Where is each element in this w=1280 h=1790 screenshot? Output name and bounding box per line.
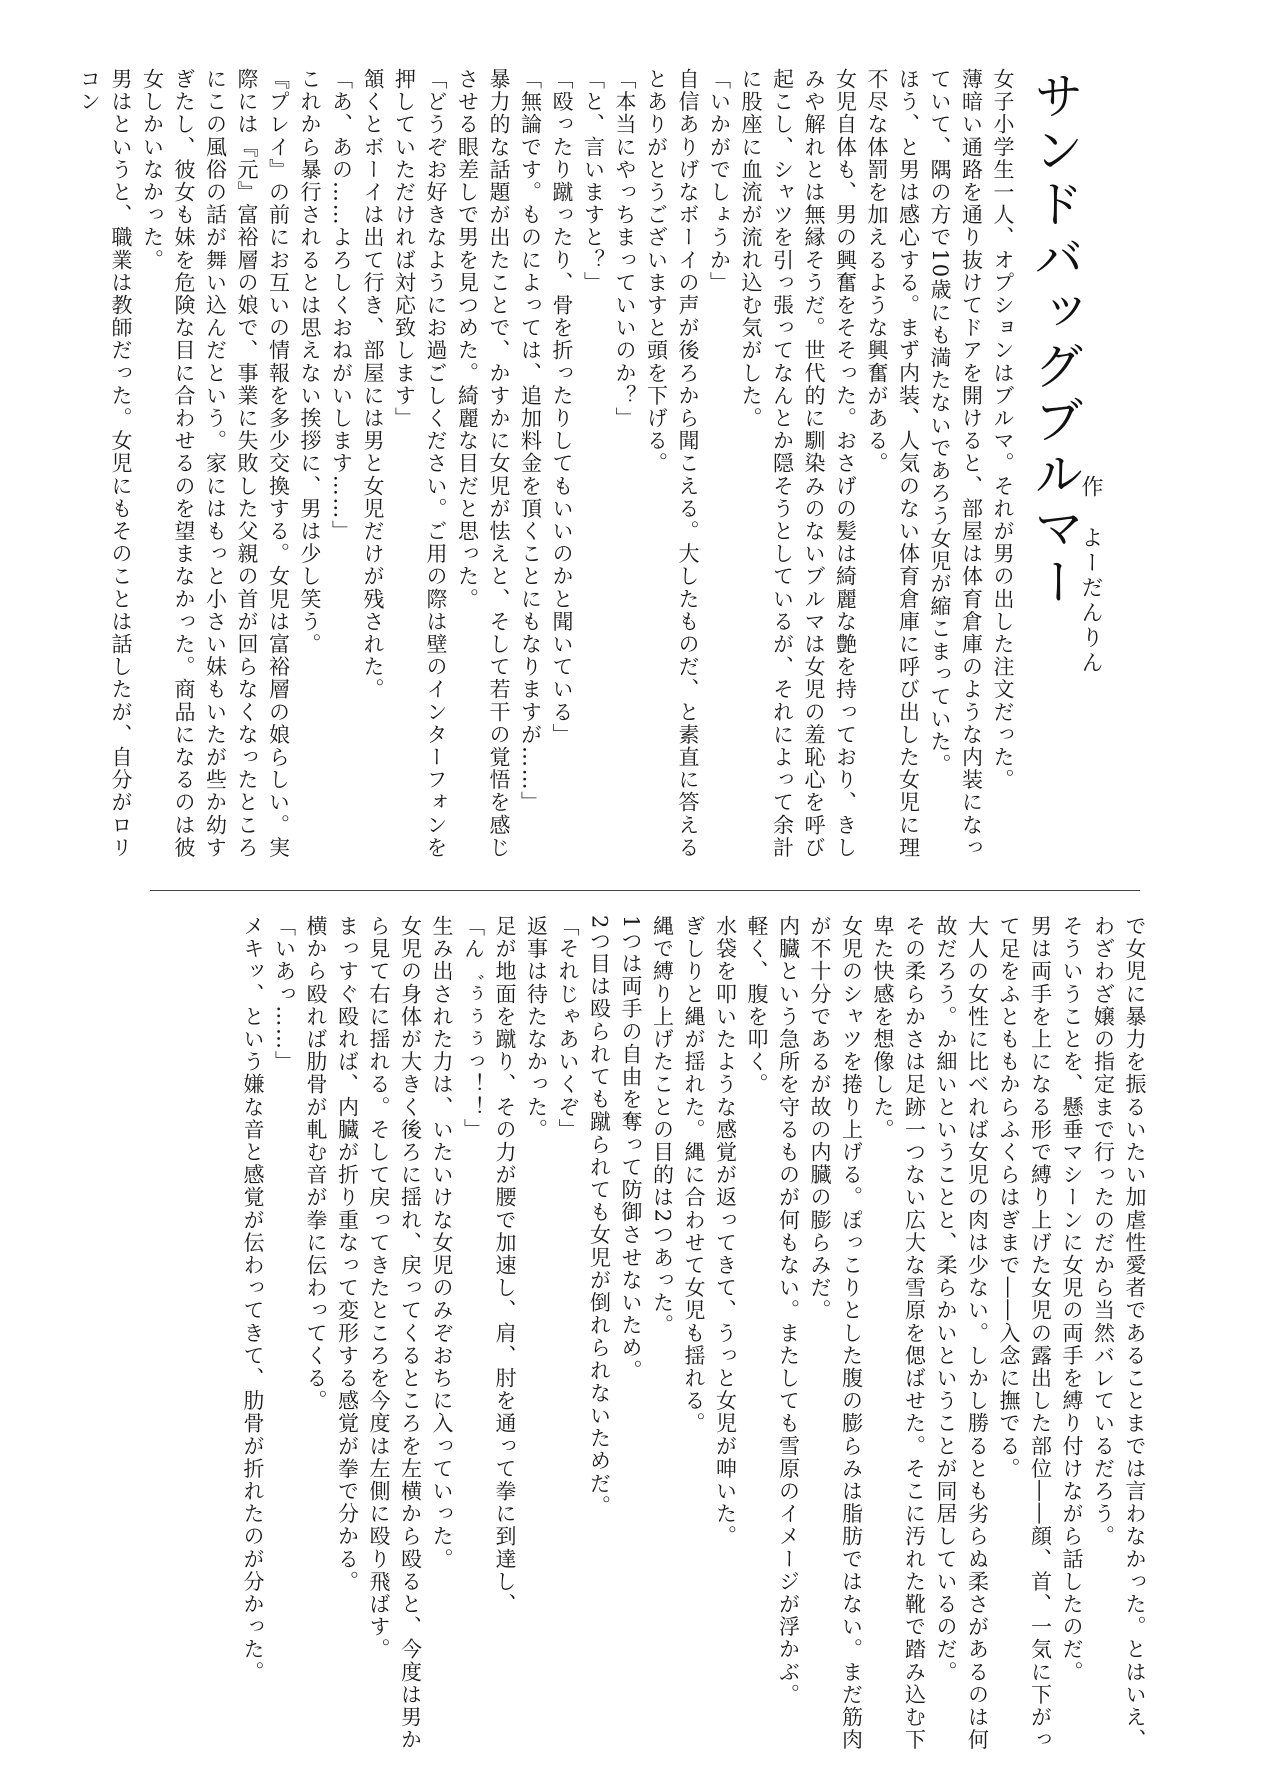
paragraph: ほう、と男は感心する。まず内装、人気のない体育倉庫に呼び出した女児に理不尽な体罰を加えるような興奮がある。 <box>865 68 921 859</box>
paragraph: 1つは両手の自由を奪って防御させないため。 <box>619 915 643 1382</box>
paragraph: 「いかがでしょうか」 <box>707 68 732 294</box>
paragraph: 生み出された力は、いたいけな女児のみぞおちに入っていった。 <box>430 915 454 1571</box>
paragraph: 女児自体も、男の興奮をそそった。おさげの髪は綺麗な艶を持っており、きしみや解れとは無縁そうだ。世代的に馴染みのないブルマは女児の羞恥心を呼び起こし、シャツを引っ張ってなんとか隠そうとしているが、それによって余計に股座に血流が流れ込む気がした。 <box>739 68 858 859</box>
paragraph: これから暴行されるとは思えない挨拶に、男は少し笑う。 <box>298 68 322 656</box>
paragraph: 「あ、あの……よろしくおねがいします……」 <box>329 68 354 543</box>
paragraph: 女児の身体が大きく後ろに揺れ、戻ってくるところを左横から殴ると、今度は男から見て右に揺れる。そして戻ってきたところを今度は左側に殴り飛ばす。 <box>367 915 423 1752</box>
paragraph: 「本当にやっちまっていいのか？」 <box>613 68 637 430</box>
paragraph: 水袋を叩いたような感覚が返ってきて、うっと女児が呻いた。 <box>713 915 738 1548</box>
paragraph: 「ん゛ぅぅぅっ！！」 <box>461 915 486 1141</box>
author-credit <box>1078 475 1102 676</box>
paragraph: その柔らかさは足跡一つない広大な雪原を偲ばせた。そこに汚れた靴で踏み込む下卑た快感を想像した。 <box>871 915 927 1752</box>
paragraph: 大人の女性に比べれば女児の肉は少ない。しかし勝るとも劣らぬ柔さがあるのは何故だろう。か細いということと、柔らかいということが同居しているのだ。 <box>934 915 990 1752</box>
paragraph: 「殴ったり蹴ったり、骨を折ったりしてもいいのかと聞いている」 <box>550 68 574 746</box>
story-title: サンドバッグブルマー <box>1026 70 1084 610</box>
paragraph: ぎしりと縄が揺れた。縄に合わせて女児も揺れる。 <box>682 915 706 1435</box>
paragraph: 薄暗い通路を通り抜けてドアを開けると、部屋は体育倉庫のような内装になっていて、隅の方で10歳にも満たないであろう女児が縮こまっていた。 <box>928 68 984 859</box>
paragraph: 足が地面を蹴り、その力が腰で加速し、肩、肘を通って拳に到達し、 <box>493 915 517 1616</box>
paragraph: 横から殴れば肋骨が軋む音が拳に伝わってくる。 <box>304 915 328 1413</box>
paragraph: まっすぐ殴れば、内臓が折り重なって変形する感覚が拳で分かる。 <box>335 915 360 1593</box>
paragraph: 『プレイ』の前にお互いの情報を多少交換する。女児は富裕層の娘らしい。実際には『元』富裕層の娘で、事業に失敗した父親の首が回らなくなったところにこの風俗の話が舞い込んだという。家にはもっと小さい妹もいたが些か幼すぎたし、彼女も妹を危険な目に合わせるのを望まなかった。商品になるのは彼女しかいなかった。 <box>140 68 291 859</box>
lower-text-block <box>20 915 1150 1755</box>
paragraph: 内臓という急所を守るものが何もない。またしても雪原のイメージが浮かぶ。 <box>776 915 801 1706</box>
paragraph: 「と、言いますと？」 <box>581 68 606 294</box>
paragraph: 「いあっ……」 <box>272 915 297 1074</box>
paragraph: 「どうぞお好きなようにお過ごしください。ご用の際は壁のインターフォンを押していただければ対応致します」 <box>392 68 448 859</box>
paragraph: 2つ目は殴られても蹴られても女児が倒れられないためだ。 <box>587 915 612 1518</box>
paragraph: 「それじゃあいくぞ」 <box>556 915 580 1141</box>
paragraph: で女児に暴力を振るいたい加虐性愛者であることまでは言わなかった。とはいえ、わざわざ嬢の指定まで行ったのだから当然バレているだろう。 <box>1091 915 1147 1752</box>
paragraph: 軽く、腹を叩く。 <box>745 915 769 1096</box>
paragraph: 自信ありげなボーイの声が後ろから聞こえる。大したものだ、と素直に答えるとありがとうございますと頭を下げる。 <box>644 68 700 859</box>
paragraph: 頷くとボーイは出て行き、部屋には男と女児だけが残された。 <box>361 68 385 701</box>
paragraph: 返事は待たなかった。 <box>524 915 549 1141</box>
paragraph: 女子小学生一人、オプションはブルマ。それが男の出した注文だった。 <box>991 68 1015 792</box>
author-prefix: 作 <box>1078 475 1103 500</box>
paragraph: 男は両手を上になる形で縛り上げた女児の露出した部位――顔、首、一気に下がって足をふとももからふくらはぎまで――入念に撫でる。 <box>997 915 1053 1752</box>
author-name: よーだんりん <box>1078 526 1103 676</box>
paragraph: 女児のシャツを捲り上げる。ぽっこりとした腹の膨らみは脂肪ではない。まだ筋肉が不十分であるが故の内臓の膨らみだ。 <box>808 915 864 1752</box>
paragraph: 「無論です。ものによっては、追加料金を頂くことにもなりますが……」 <box>518 68 543 814</box>
paragraph: そういうことを、懸垂マシーンに女児の両手を縛り付けながら話したのだ。 <box>1060 915 1084 1684</box>
upper-text-block <box>8 68 1018 868</box>
paragraph: 縄で縛り上げたことの目的は2つあった。 <box>650 915 675 1337</box>
paragraph: メキッ、という嫌な音と感覚が伝わってきて、肋骨が折れたのが分かった。 <box>241 915 265 1684</box>
paragraph: 男はというと、職業は教師だった。女児にもそのことは話したが、自分がロリコン <box>77 68 133 859</box>
paragraph: 暴力的な話題が出たことで、かすかに女児が怯えと、そして若干の覚悟を感じさせる眼差しで男を見つめた。綺麗な目だと思った。 <box>455 68 511 859</box>
section-divider <box>150 890 1140 891</box>
